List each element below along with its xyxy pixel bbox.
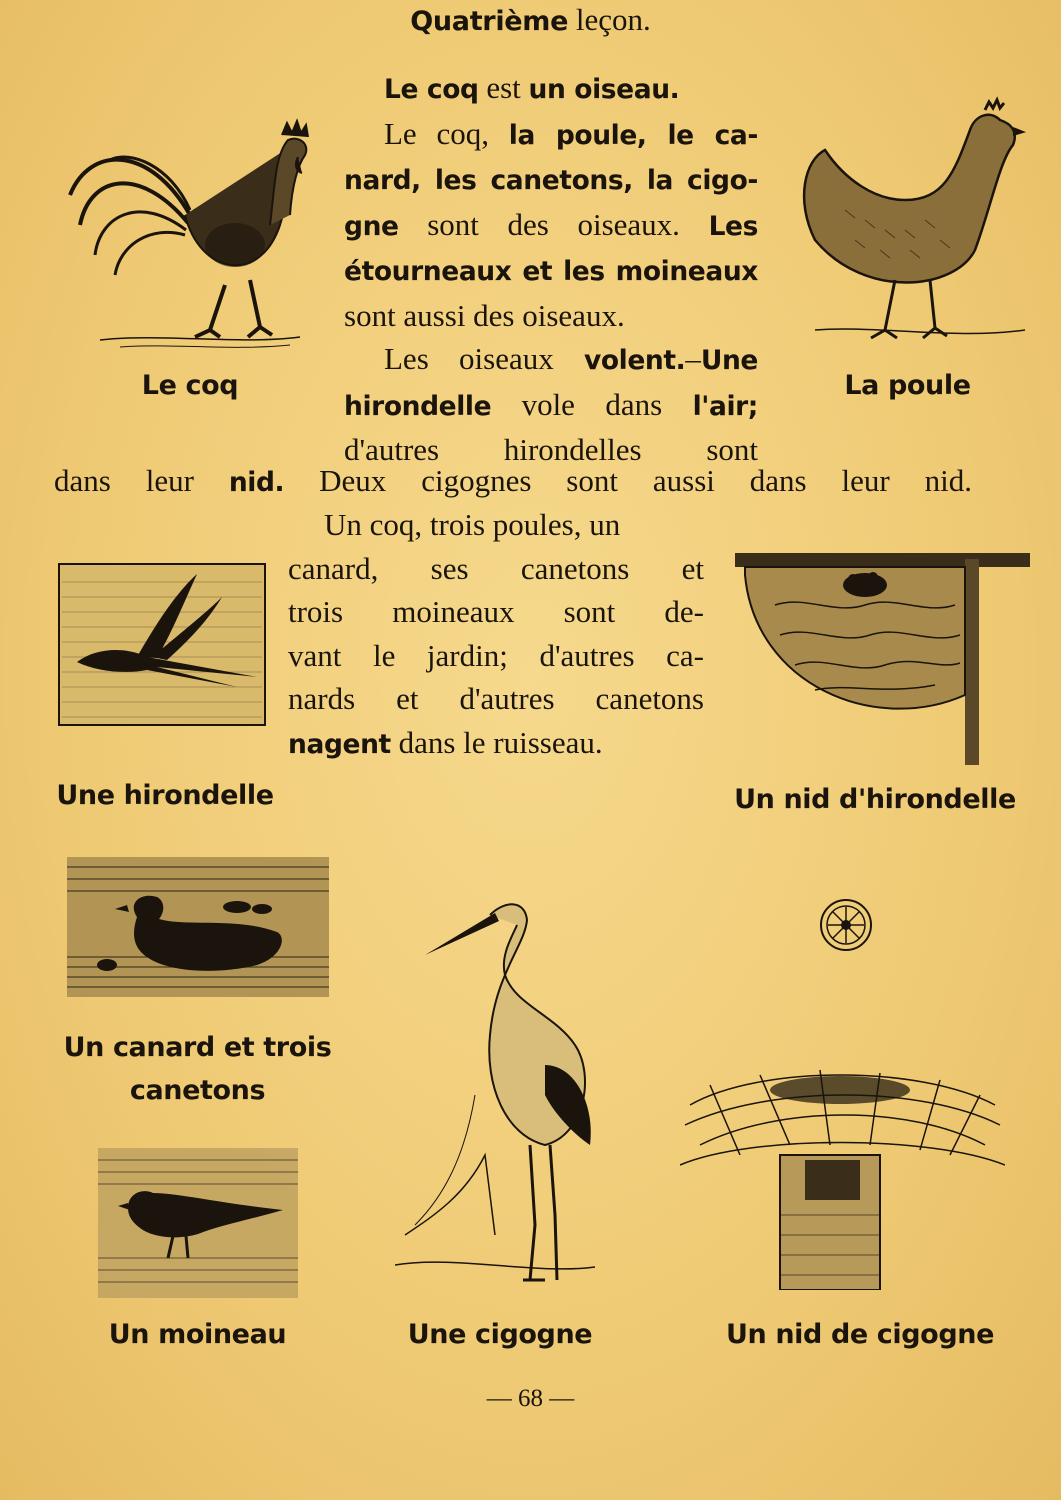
duck-illustration [67,857,329,997]
caption-duck-line-1: Un canard et trois [63,1032,332,1063]
text-line-15: nards et d'autres canetons [288,681,704,716]
text-line-8: hirondelle vole dans l'air; [344,386,758,422]
stork-nest-illustration [680,1045,1005,1290]
text-line-2: Le coq, la poule, le ca- [384,115,758,151]
text-line-1: Le coq est un oiseau. [384,70,680,105]
caption-stork-nest: Un nid de cigogne [726,1319,994,1350]
caption-rooster: Le coq [141,370,239,401]
rosette-ornament [818,897,874,953]
caption-duck-line-2: canetons [129,1075,266,1106]
caption-hen: La poule [844,370,971,401]
paragraph-1 [344,66,758,472]
paragraph-2 [288,503,704,766]
text-line-6: sont aussi des oiseaux. [344,297,625,333]
text-line-3: nard, les canetons, la cigo- [344,165,758,196]
text-line-5: étourneaux et les moineaux [344,256,758,287]
caption-stork: Une cigogne [407,1319,593,1350]
text-line-16: nagent dans le ruisseau. [288,724,603,760]
caption-swallow: Une hirondelle [56,780,274,811]
text-line-12: canard, ses canetons et [288,550,704,586]
text-line-11: Un coq, trois poules, un [324,507,621,542]
text-line-7: Les oiseaux volent.–Une [384,341,758,376]
hen-illustration [785,90,1030,350]
lesson-title [0,2,1061,40]
lesson-title-word: leçon. [575,2,651,37]
page-number: — 68 — [486,1385,575,1412]
text-line-4: gne sont des oiseaux. Les [344,206,758,242]
rooster-illustration [60,105,310,355]
text-line-10: dans leur nid. Deux cigognes sont aussi dans leur nid. [54,463,972,498]
caption-swallow-nest: Un nid d'hirondelle [734,784,1016,815]
swallow-nest-illustration [735,545,1030,765]
text-line-9: d'autres hirondelles sont [344,432,758,467]
swallow-illustration [57,562,267,727]
sparrow-illustration [98,1148,298,1298]
caption-sparrow: Un moineau [108,1319,287,1350]
lesson-title-number: Quatrième [410,6,569,37]
text-line-14: vant le jardin; d'autres ca- [288,637,704,673]
stork-illustration [395,895,615,1295]
text-line-13: trois moineaux sont de- [288,594,704,629]
